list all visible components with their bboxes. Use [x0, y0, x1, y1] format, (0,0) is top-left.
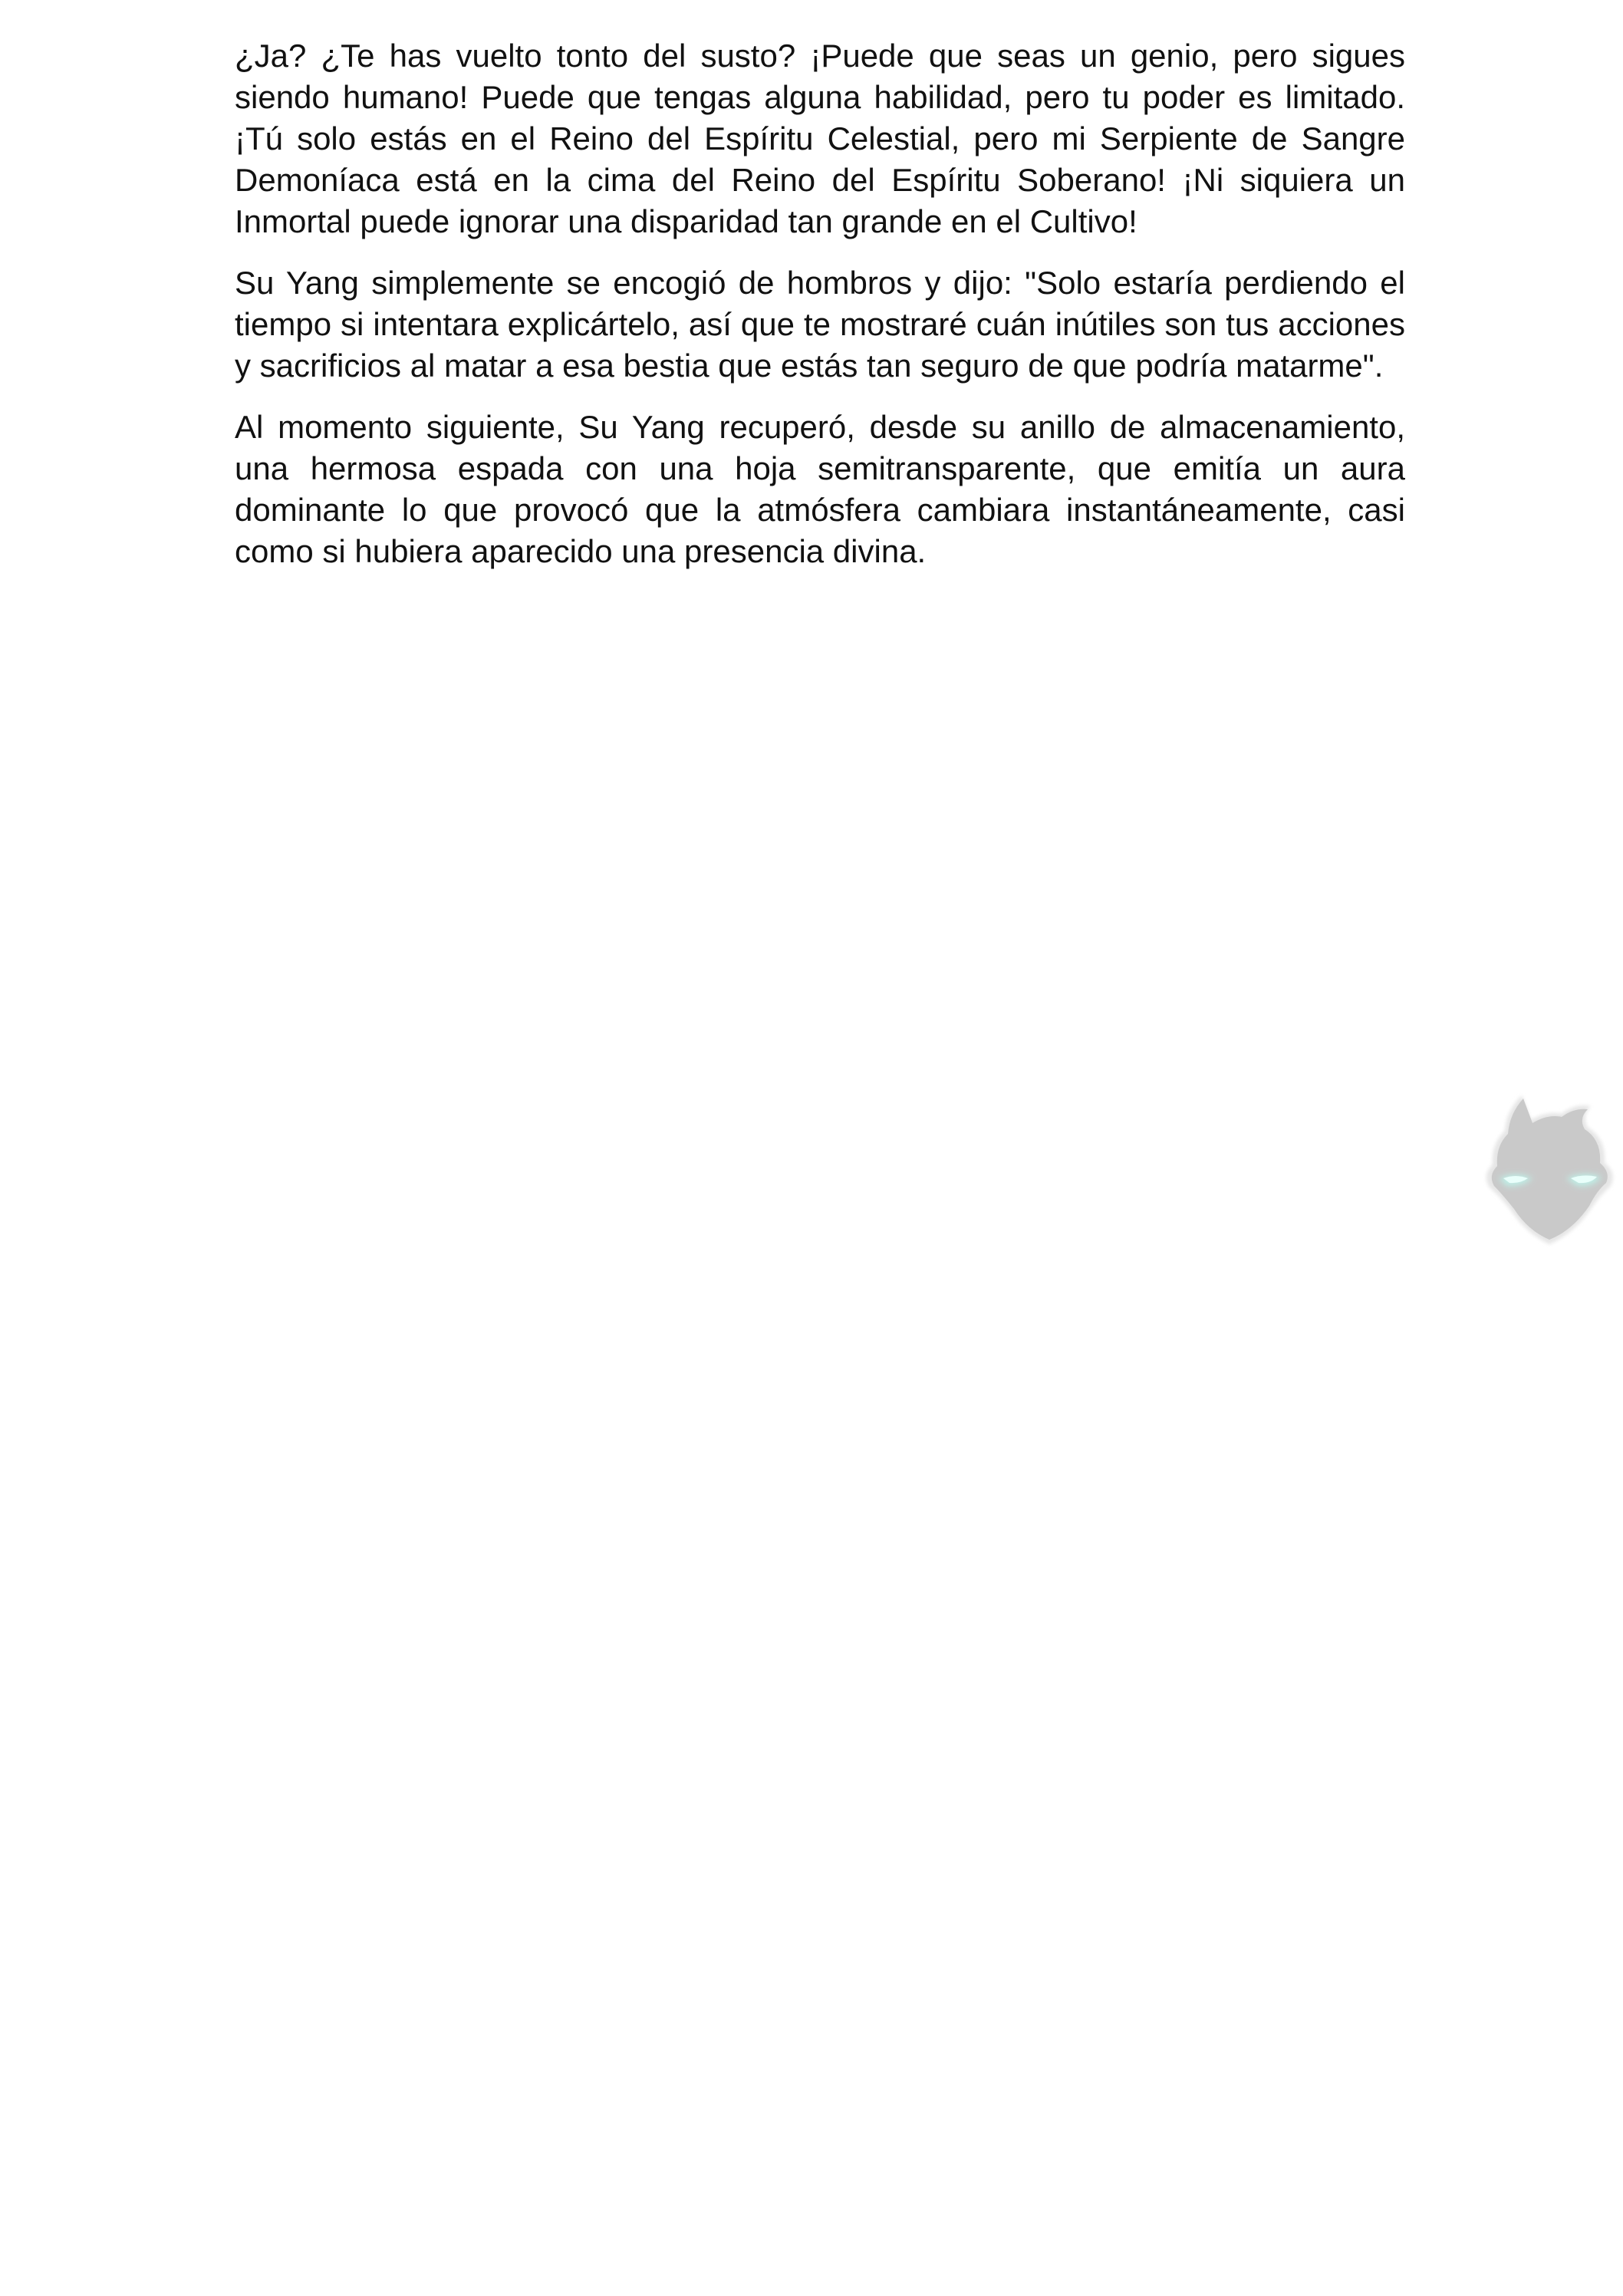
text-body — [235, 35, 1405, 592]
paragraph-2: Su Yang simplemente se encogió de hombros y dijo: "Solo estaría perdiendo el tiempo si intentara explicártelo, así que te mostraré cuán inútiles son tus acciones y sacrificios al matar a esa bestia que estás tan seguro de que podría matarme". — [235, 265, 1405, 384]
demon-head-icon — [1476, 1080, 1618, 1249]
paragraph-1: ¿Ja? ¿Te has vuelto tonto del susto? ¡Puede que seas un genio, pero sigues siendo humano! Puede que tengas alguna habilidad, pero tu poder es limitado. ¡Tú solo estás en el Reino del Espíritu Celestial, pero mi Serpiente de Sangre Demoníaca está en la cima del Reino del Espíritu Soberano! ¡Ni siquiera un Inmortal puede ignorar una disparidad tan grande en el Cultivo! — [235, 38, 1405, 239]
paragraph-3: Al momento siguiente, Su Yang recuperó, desde su anillo de almacenamiento, una hermosa espada con una hoja semitransparente, que emitía un aura dominante lo que provocó que la atmósfera cambiara instantáneamente, casi como si hubiera aparecido una presencia divina. — [235, 409, 1405, 569]
